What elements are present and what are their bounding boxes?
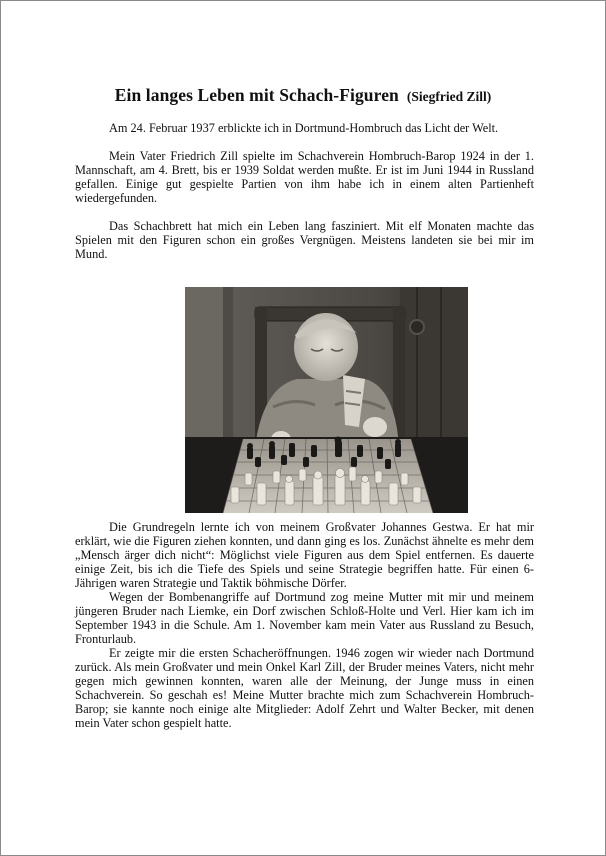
article-title: Ein langes Leben mit Schach-Figuren	[114, 85, 399, 105]
article-author: (Siegfried Zill)	[406, 89, 492, 104]
article-title-line	[1, 85, 605, 106]
paragraph-chess-club: Er zeigte mir die ersten Schacheröffnungen. 1946 zogen wir wieder nach Dortmund zurück. Als mein Großvater und mein Onkel Karl Zill, der Bruder meines Vaters, nicht mehr gegen mich gewinnen konnten, waren alle der Meinung, der Junge muss in einen Schachverein. So geschah es! Meine Mutter brachte mich zum Schachverein Hombruch-Barop; sie kannte noch einige alte Mitglieder: Adolf Zehrt und Walter Becker, mit denen mein Vater schon gespielt hatte.	[75, 646, 534, 730]
paragraph-father: Mein Vater Friedrich Zill spielte im Schachverein Hombruch-Barop 1924 in der 1. Mannschaft, am 4. Brett, bis er 1939 Soldat werden mußte. Er ist im Juni 1944 in Russland gefallen. Einige gut gespielte Partien von ihm habe ich in einem alten Partienheft wiedergefunden.	[75, 149, 534, 205]
paragraph-fascination: Das Schachbrett hat mich ein Leben lang fasziniert. Mit elf Monaten machte das Spielen mit den Figuren schon ein großes Vergnügen. Meistens landeten sie bei mir im Mund.	[75, 219, 534, 261]
paragraph-bombing: Wegen der Bombenangriffe auf Dortmund zog meine Mutter mit mir und meinem jüngeren Bruder nach Liemke, ein Dorf zwischen Schloß-Holte und Verl. Hier kam ich im September 1943 in die Schule. Am 1. November kam mein Vater aus Russland zu Besuch, Fronturlaub.	[75, 590, 534, 646]
text-block-top	[75, 121, 534, 261]
paragraph-grandfather: Die Grundregeln lernte ich von meinem Großvater Johannes Gestwa. Er hat mir erklärt, wie die Figuren ziehen konnten, und dann ging es los. Zunächst ähnelte es mehr dem „Mensch ärger dich nicht“: Möglichst viele Figuren aus dem Spiel entfernen. Es dauerte einige Zeit, bis ich die Tiefe des Spiels und seine Strategie begriffen hatte. Für einen 6-Jährigen waren Strategie und Taktik böhmische Dörfer.	[75, 520, 534, 590]
text-block-bottom	[75, 520, 534, 730]
paragraph-birth: Am 24. Februar 1937 erblickte ich in Dortmund-Hombruch das Licht der Welt.	[109, 121, 499, 135]
photo-child-with-chessboard	[185, 287, 468, 513]
